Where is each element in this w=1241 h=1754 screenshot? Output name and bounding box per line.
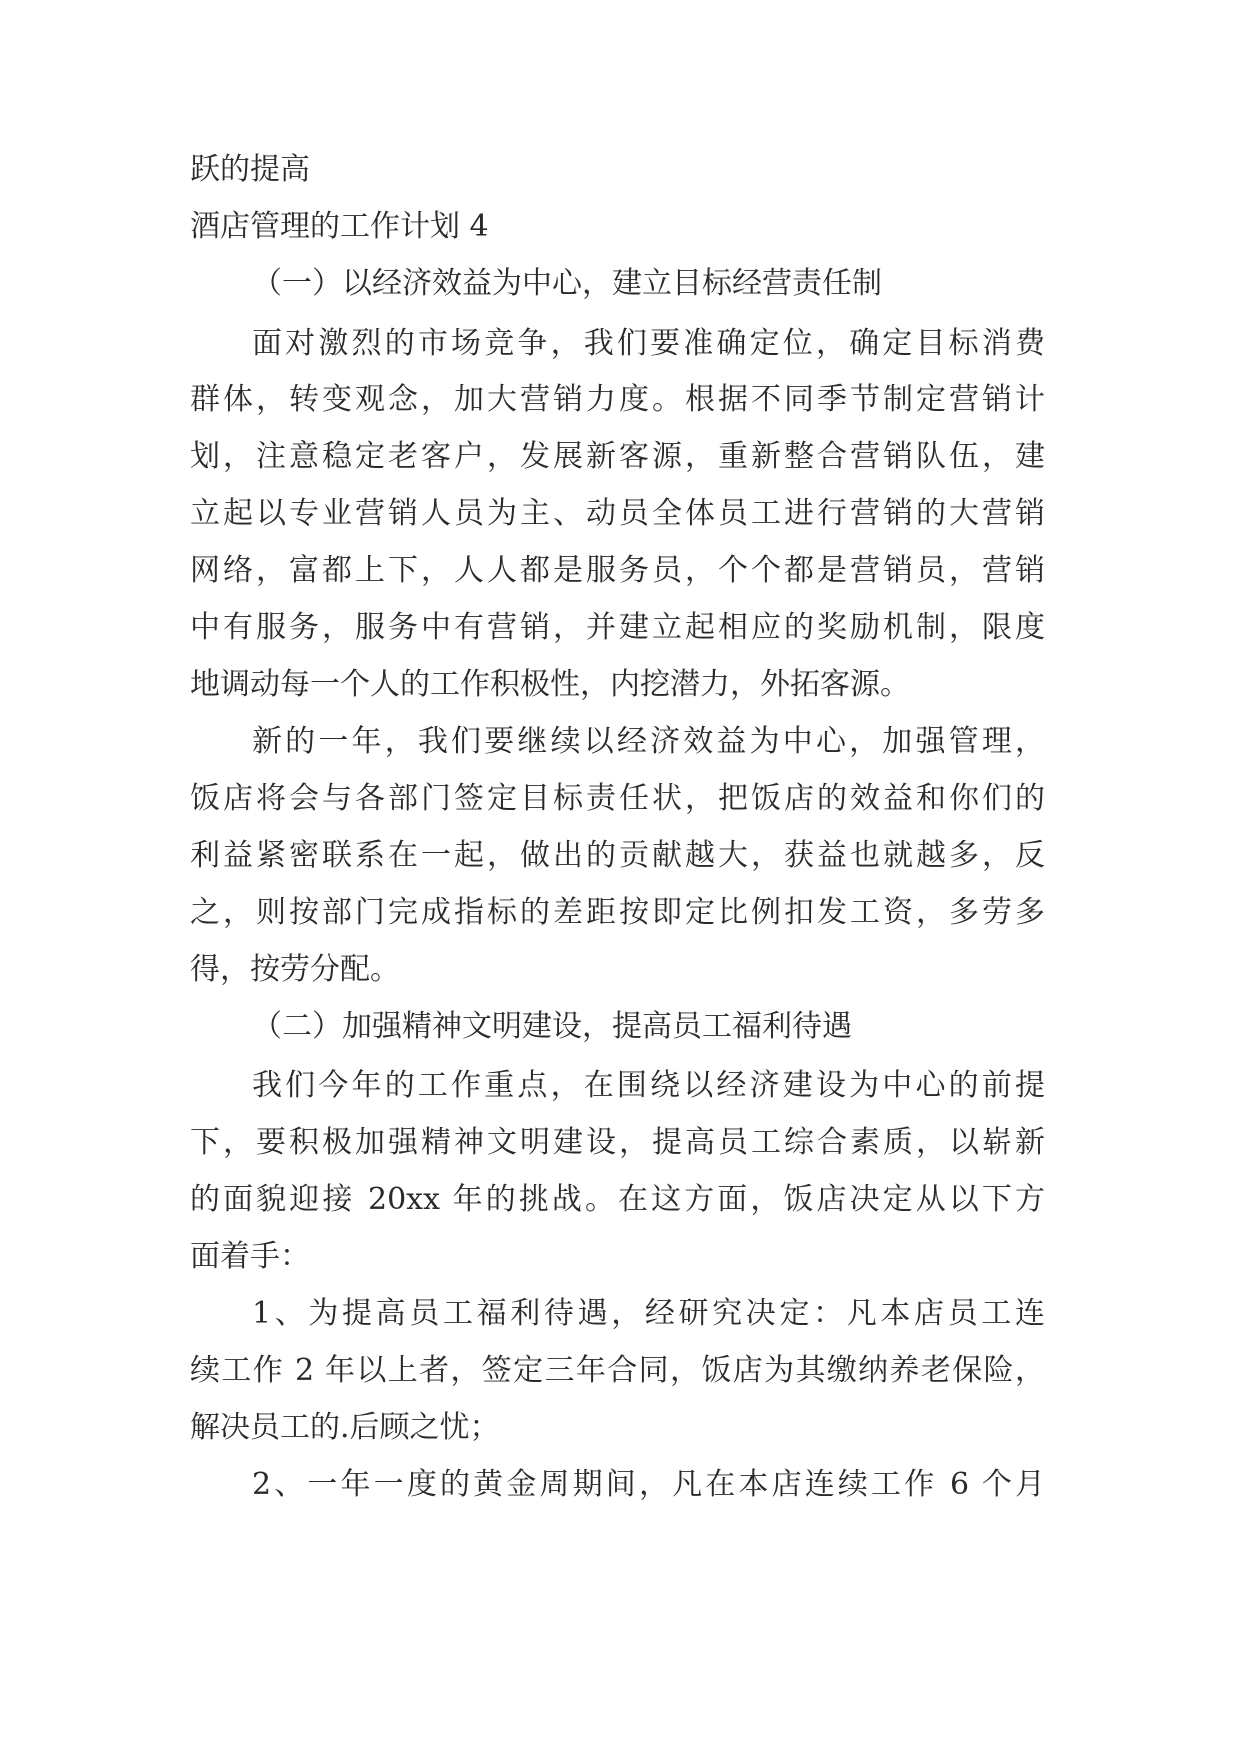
paragraph-line: 我们今年的工作重点，在围绕以经济建设为中心的前提 xyxy=(252,1068,1045,1103)
paragraph-line: 地调动每一个人的工作积极性，内挖潜力，外拓客源。 xyxy=(190,667,910,702)
paragraph-line: 新的一年，我们要继续以经济效益为中心，加强管理， xyxy=(252,724,1045,759)
paragraph-line: 的面貌迎接 20xx 年的挑战。在这方面，饭店决定从以下方 xyxy=(190,1182,1045,1217)
paragraph-line: 之，则按部门完成指标的差距按即定比例扣发工资，多劳多 xyxy=(190,895,1045,930)
paragraph-line: 中有服务，服务中有营销，并建立起相应的奖励机制，限度 xyxy=(190,610,1045,645)
paragraph-line: 利益紧密联系在一起，做出的贡献越大，获益也就越多，反 xyxy=(190,838,1045,873)
list-item-line: 2、一年一度的黄金周期间，凡在本店连续工作 6 个月 xyxy=(252,1467,1045,1502)
paragraph-line: 饭店将会与各部门签定目标责任状，把饭店的效益和你们的 xyxy=(190,781,1045,816)
paragraph-line: 下，要积极加强精神文明建设，提高员工综合素质，以崭新 xyxy=(190,1125,1045,1160)
paragraph-line: 立起以专业营销人员为主、动员全体员工进行营销的大营销 xyxy=(190,496,1045,531)
paragraph-line: 面着手： xyxy=(190,1239,310,1274)
paragraph-line: 划，注意稳定老客户，发展新客源，重新整合营销队伍，建 xyxy=(190,439,1045,474)
paragraph-line: 面对激烈的市场竞争，我们要准确定位，确定目标消费 xyxy=(252,326,1045,361)
list-item-line: 解决员工的.后顾之忧； xyxy=(190,1410,500,1445)
subsection-heading: （一）以经济效益为中心，建立目标经营责任制 xyxy=(252,266,882,301)
list-item-line: 1、为提高员工福利待遇，经研究决定：凡本店员工连 xyxy=(252,1296,1045,1331)
list-item-line: 续工作 2 年以上者，签定三年合同，饭店为其缴纳养老保险， xyxy=(190,1353,1045,1388)
paragraph-line: 网络，富都上下，人人都是服务员，个个都是营销员，营销 xyxy=(190,553,1045,588)
paragraph-line: 得，按劳分配。 xyxy=(190,952,400,987)
section-title: 酒店管理的工作计划 4 xyxy=(190,209,489,244)
paragraph-line: 群体，转变观念，加大营销力度。根据不同季节制定营销计 xyxy=(190,382,1045,417)
subsection-heading: （二）加强精神文明建设，提高员工福利待遇 xyxy=(252,1009,852,1044)
text-line: 跃的提高 xyxy=(190,152,310,187)
